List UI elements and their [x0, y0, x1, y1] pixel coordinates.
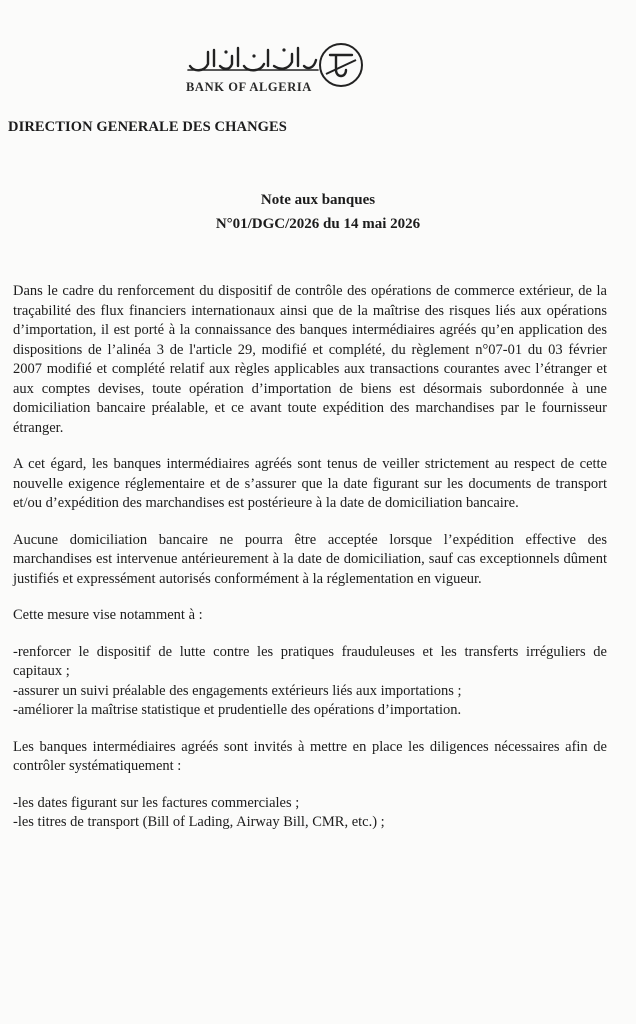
- controls-list: [13, 794, 607, 833]
- paragraph-context: Dans le cadre du renforcement du dispositif de contrôle des opérations de commerce extérieur, de la traçabilité des flux financiers internationaux ainsi que de la maîtrise des risques liés aux opérations d’importation, il est porté à la connaissance des banques intermédiaires agréés qu’en application des dispositions de l’alinéa 3 de l'article 29, modifié et complété, du règlement n°07-01 du 03 février 2007 modifié et complété relatif aux règles applicables aux transactions courantes avec l’étranger et aux comptes devises, toute opération d’importation de biens est désormais subordonnée à une domiciliation bancaire préalable, et ce avant toute expédition des marchandises par le fournisseur étranger.: [13, 283, 607, 436]
- paragraph-objectives-intro: Cette mesure vise notamment à :: [13, 607, 203, 623]
- paragraph-obligations: A cet égard, les banques intermédiaires agréés sont tenus de veiller strictement au respect de cette nouvelle exigence réglementaire et de s’assurer que la date figurant sur les documents de transport et/ou d’expédition des marchandises est postérieure à la date de domiciliation bancaire.: [13, 456, 607, 511]
- note-reference: N°01/DGC/2026 du 14 mai 2026: [215, 216, 421, 232]
- list-item: -renforcer le dispositif de lutte contre les pratiques frauduleuses et les transferts irréguliers de capitaux ;: [13, 643, 607, 679]
- logo-arabic-calligraphy: [184, 42, 324, 78]
- paragraph-exceptions: Aucune domiciliation bancaire ne pourra être acceptée lorsque l’expédition effective des marchandises est intervenue antérieurement à la date de domiciliation, sauf cas exceptionnels dûment justifiés et expressément autorisés conformément à la réglementation en vigueur.: [13, 531, 607, 587]
- note-title: Note aux banques: [260, 192, 376, 208]
- list-item: -assurer un suivi préalable des engagements extérieurs liés aux importations ;: [13, 682, 462, 699]
- list-item: -les dates figurant sur les factures commerciales ;: [13, 794, 300, 811]
- list-item: -les titres de transport (Bill of Lading, Airway Bill, CMR, etc.) ;: [13, 814, 385, 830]
- department-heading: DIRECTION GENERALE DES CHANGES: [8, 119, 287, 135]
- logo-latin-text: BANK OF ALGERIA: [186, 80, 312, 94]
- objectives-list: [13, 643, 607, 721]
- note-body: [13, 282, 607, 850]
- list-item: -améliorer la maîtrise statistique et prudentielle des opérations d’importation.: [13, 702, 462, 718]
- bank-logo: [178, 40, 378, 104]
- paragraph-controls-intro: Les banques intermédiaires agréés sont invités à mettre en place les diligences nécessaires afin de contrôler systématiquement :: [13, 738, 607, 774]
